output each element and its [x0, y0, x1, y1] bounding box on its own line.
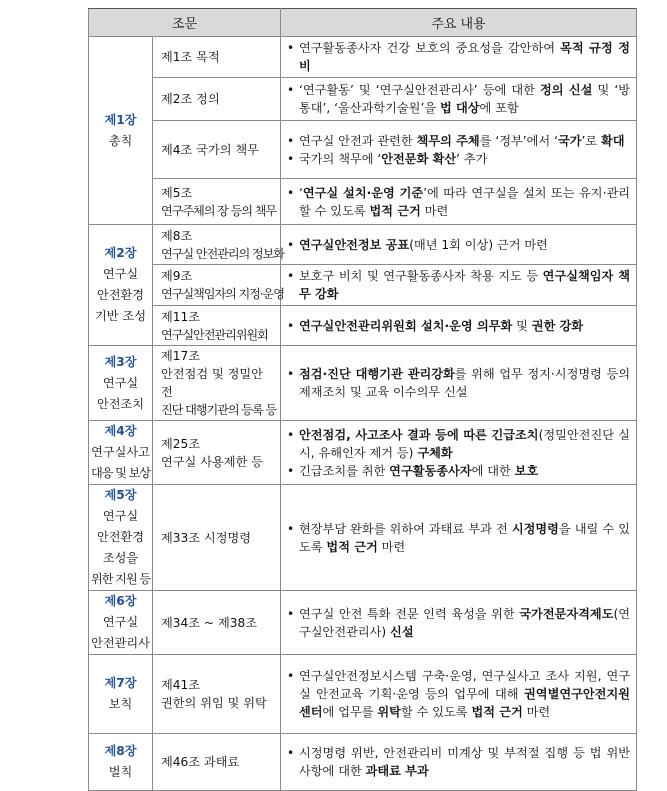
article-8: 제8조 연구실 안전관리의 정보화 [153, 225, 281, 265]
content-34: • 연구실 안전 특화 전문 인력 육성을 위한 국가전문자격제도(연구실안전관리사) 신설 [281, 591, 637, 655]
content-33: • 현장부담 완화를 위하여 과태료 부과 전 시정명령을 내릴 수 있도록 법적 근거 마련 [281, 485, 637, 591]
content-4: • 연구실 안전과 관련한 책무의 주체를 ‘정부’에서 ‘국가’로 확대 • 국가의 책무에 ‘안전문화 확산’ 추가 [281, 121, 637, 179]
article-4: 제4조 국가의 책무 [153, 121, 281, 179]
chapter-number: 제8장 [104, 744, 137, 758]
table-row [89, 734, 637, 791]
article-9: 제9조 연구실책임자의 지정·운영 [153, 265, 281, 306]
chapter-number: 제3장 [104, 354, 137, 369]
table-row [89, 78, 637, 121]
chapter-7: 제7장 보칙 [89, 655, 153, 734]
chapter-number: 제7장 [104, 676, 137, 690]
table-row [89, 485, 637, 591]
content-5: • ‘연구실 설치·운영 기준’에 따라 연구실을 설치 또는 유지·관리할 수 있도록 법적 근거 마련 [281, 179, 637, 225]
chapter-3: 제3장 연구실 안전조치 [89, 346, 153, 421]
article-1: 제1조 목적 [153, 37, 281, 78]
chapter-number: 제2장 [104, 246, 137, 260]
content-8: • 연구실안전정보 공표(매년 1회 이상) 근거 마련 [281, 225, 637, 265]
table-row [89, 655, 637, 734]
chapter-4: 제4장 연구실사고 대응 및 보상 [89, 421, 153, 485]
content-17: • 점검·진단 대행기관 관리강화를 위해 업무 정지·시정명령 등의 제재조치 및 교육 이수의무 신설 [281, 346, 637, 421]
article-17: 제17조 안전점검 및 정밀안전 진단 대행기관의 등록 등 [153, 346, 281, 421]
chapter-5: 제5장 연구실 안전환경 조성을 위한 지원 등 [89, 485, 153, 591]
table-row [89, 346, 637, 421]
content-41: • 연구실안전정보시스템 구축·운영, 연구실사고 조사 지원, 연구실 안전교육 기획·운영 등의 업무에 대해 권역별연구안전지원센터에 업무를 위탁할 수 있도록 법적 근거 마련 [281, 655, 637, 734]
article-34-38: 제34조 ~ 제38조 [153, 591, 281, 655]
article-11: 제11조 연구실안전관리위원회 [153, 306, 281, 346]
table-header [89, 9, 637, 37]
table-row [89, 591, 637, 655]
chapter-number: 제6장 [104, 594, 137, 608]
table-row [89, 265, 637, 306]
article-33: 제33조 시정명령 [153, 485, 281, 591]
content-46: • 시정명령 위반, 안전관리비 미계상 및 부적절 집행 등 법 위반사항에 대한 과태료 부과 [281, 734, 637, 791]
content-2: • ‘연구활동’ 및 ‘연구실안전관리사’ 등에 대한 정의 신설 및 ‘방통대’, ‘울산과학기술원’을 법 대상에 포함 [281, 78, 637, 121]
content-25: • 안전점검, 사고조사 결과 등에 따른 긴급조치(정밀안전진단 실시, 유해인자 제거 등) 구체화 • 긴급조치를 취한 연구활동종사자에 대한 보호 [281, 421, 637, 485]
chapter-1 [89, 37, 153, 225]
table-row [89, 121, 637, 179]
table-row [89, 225, 637, 265]
article-46: 제46조 과태료 [153, 734, 281, 791]
chapter-8: 제8장 벌칙 [89, 734, 153, 791]
header-contents: 주요 내용 [281, 9, 637, 37]
chapter-number: 제4장 [104, 424, 137, 438]
content-1: • 연구활동종사자 건강 보호의 중요성을 감안하여 목적 규정 정비 [281, 37, 637, 78]
content-9: • 보호구 비치 및 연구활동종사자 착용 지도 등 연구실책임자 책무 강화 [281, 265, 637, 306]
header-article: 조문 [89, 9, 281, 37]
article-41: 제41조 권한의 위임 및 위탁 [153, 655, 281, 734]
article-5: 제5조 연구주체의 장 등의 책무 [153, 179, 281, 225]
table-row [89, 37, 637, 78]
chapter-number: 제1장 [104, 112, 137, 127]
chapter-title: 총칙 [108, 133, 133, 148]
chapter-number: 제5장 [104, 488, 137, 502]
chapter-2: 제2장 연구실 안전환경 기반 조성 [89, 225, 153, 346]
law-summary-table [88, 8, 637, 791]
table-row [89, 179, 637, 225]
article-25: 제25조 연구실 사용제한 등 [153, 421, 281, 485]
table-row [89, 421, 637, 485]
article-2: 제2조 정의 [153, 78, 281, 121]
chapter-6: 제6장 연구실 안전관리사 [89, 591, 153, 655]
table-row [89, 306, 637, 346]
content-11: • 연구실안전관리위원회 설치·운영 의무화 및 권한 강화 [281, 306, 637, 346]
